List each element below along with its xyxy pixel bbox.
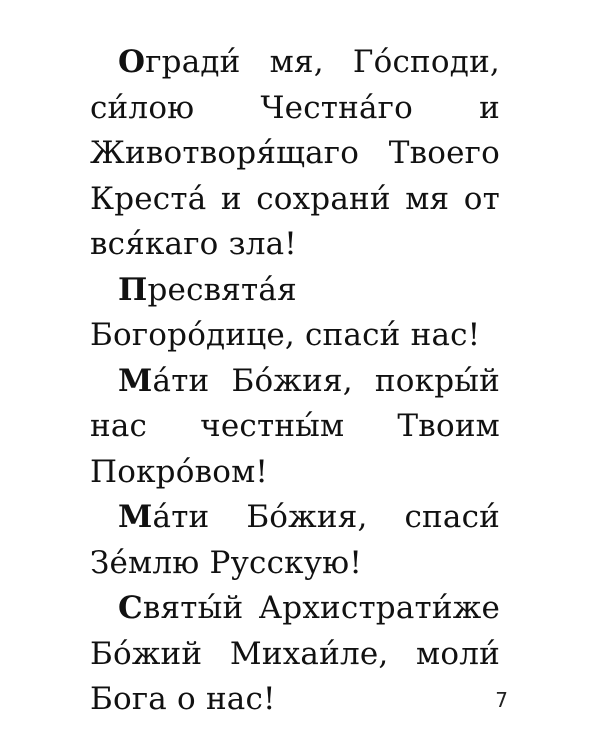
prayer-text: ресвята́я Богоро́дице, спаси́ нас! bbox=[90, 271, 481, 353]
prayer-text: а́ти Бо́жия, покры́й нас честны́м Твоим Покро́вом! bbox=[90, 362, 500, 490]
prayer-initial: О bbox=[118, 44, 146, 80]
prayer-text: вяты́й Архистрати́же Бо́жий Михаи́ле, моли́ Бога о нас! bbox=[90, 590, 500, 717]
prayer-paragraph bbox=[90, 359, 500, 496]
prayer-initial: М bbox=[118, 499, 153, 535]
prayer-paragraph bbox=[90, 40, 500, 268]
prayer-initial: С bbox=[118, 590, 143, 626]
prayer-initial: М bbox=[118, 362, 153, 399]
prayer-text: а́ти Бо́жия, спаси́ Зе́млю Русскую! bbox=[90, 499, 500, 581]
prayer-paragraph bbox=[90, 586, 500, 723]
prayer-paragraph bbox=[90, 495, 500, 586]
prayer-initial: П bbox=[118, 271, 148, 308]
prayer-paragraph bbox=[90, 268, 500, 359]
page-body bbox=[90, 40, 500, 717]
prayer-text: гради́ мя, Го́споди, си́лою Честна́го и Животворя́щаго Твоего Креста́ и сохрани́ мя от вся́каго зла! bbox=[90, 44, 500, 262]
page-number: 7 bbox=[495, 688, 508, 712]
